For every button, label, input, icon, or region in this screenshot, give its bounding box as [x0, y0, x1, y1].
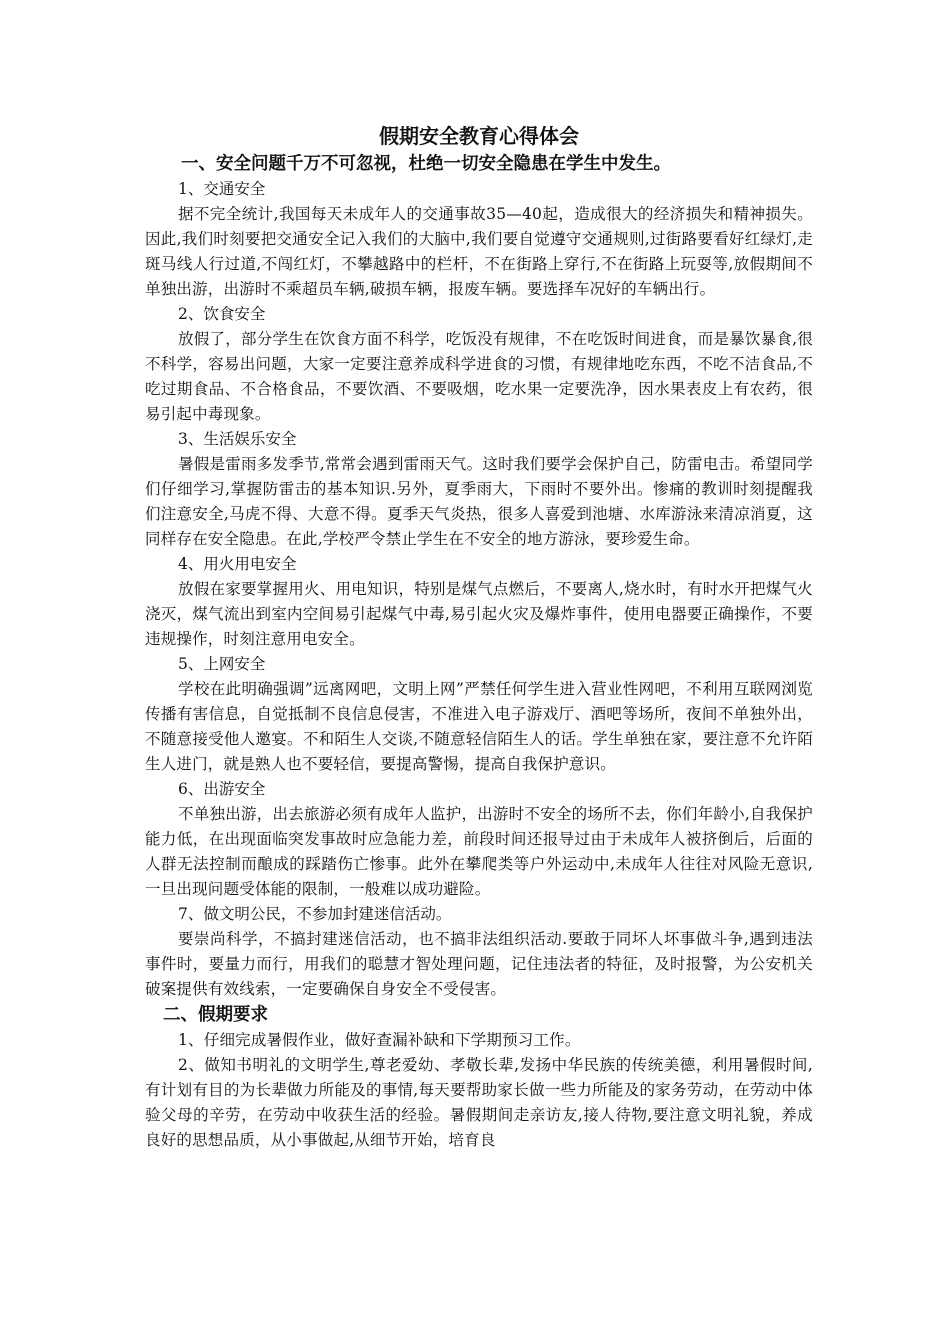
- item-6-text: 不单独出游，出去旅游必须有成年人监护，出游时不安全的场所不去，你们年龄小,自我保护能力低，在出现面临突发事故时应急能力差，前段时间还报导过由于未成年人被挤倒后，后面的人群无法控制而酿成的踩踏伤亡惨事。此外在攀爬类等户外运动中,未成年人往往对风险无意识,一旦出现问题受体能的限制，一般难以成功避险。: [145, 805, 813, 898]
- item-6-heading: 6、出游安全: [178, 780, 266, 798]
- item-2-heading: 2、饮食安全: [178, 305, 266, 323]
- item-3-text: 暑假是雷雨多发季节,常常会遇到雷雨天气。这时我们要学会保护自己，防雷电击。希望同学们仔细学习,掌握防雷击的基本知识.另外，夏季雨大，下雨时不要外出。惨痛的教训时刻提醒我们注意安全,马虎不得、大意不得。夏季天气炎热，很多人喜爱到池塘、水库游泳来清凉消夏，这同样存在安全隐患。在此,学校严令禁止学生在不安全的地方游泳，要珍爱生命。: [145, 455, 813, 548]
- item-7-text: 要崇尚科学，不搞封建迷信活动，也不搞非法组织活动.要敢于同坏人坏事做斗争,遇到违法事件时，要量力而行，用我们的聪慧才智处理问题，记住违法者的特征，及时报警，为公安机关破案提供有效线索，一定要确保自身安全不受侵害。: [145, 930, 813, 998]
- section-1-title: 一、安全问题千万不可忽视，杜绝一切安全隐患在学生中发生。: [181, 154, 671, 174]
- document-title: 假期安全教育心得体会: [379, 124, 579, 148]
- item-7-heading: 7、做文明公民，不参加封建迷信活动。: [178, 905, 452, 923]
- item-4-text: 放假在家要掌握用火、用电知识，特别是煤气点燃后，不要离人,烧水时，有时水开把煤气火浇灭，煤气流出到室内空间易引起煤气中毒,易引起火灾及爆炸事件，使用电器要正确操作，不要违规操作，时刻注意用电安全。: [145, 580, 813, 648]
- item-1-text: 据不完全统计,我国每天未成年人的交通事故35—40起，造成很大的经济损失和精神损失。因此,我们时刻要把交通安全记入我们的大脑中,我们要自觉遵守交通规则,过街路要看好红绿灯,走斑马线人行过道,不闯红灯，不攀越路中的栏杆，不在街路上穿行,不在街路上玩耍等,放假期间不单独出游，出游时不乘超员车辆,破损车辆，报废车辆。要选择车况好的车辆出行。: [145, 205, 813, 298]
- item-1-heading: 1、交通安全: [178, 180, 266, 198]
- item-4-heading: 4、用火用电安全: [178, 555, 297, 573]
- item-5-text: 学校在此明确强调”远离网吧，文明上网”严禁任何学生进入营业性网吧，不利用互联网浏览传播有害信息，自觉抵制不良信息侵害，不准进入电子游戏厅、酒吧等场所，夜间不单独外出，不随意接受他人邀宴。不和陌生人交谈,不随意轻信陌生人的话。学生单独在家，要注意不允许陌生人进门，就是熟人也不要轻信，要提高警惕，提高自我保护意识。: [145, 680, 813, 773]
- requirement-2-text: 2、做知书明礼的文明学生,尊老爱幼、孝敬长辈,发扬中华民族的传统美德，利用暑假时间,有计划有目的为长辈做力所能及的事情,每天要帮助家长做一些力所能及的家务劳动，在劳动中体验父母的辛劳，在劳动中收获生活的经验。暑假期间走亲访友,接人待物,要注意文明礼貌，养成良好的思想品质，从小事做起,从细节开始，培育良: [145, 1056, 813, 1149]
- requirement-1-text: 1、仔细完成暑假作业，做好查漏补缺和下学期预习工作。: [178, 1031, 581, 1049]
- item-3-heading: 3、生活娱乐安全: [178, 430, 297, 448]
- item-2-text: 放假了，部分学生在饮食方面不科学，吃饭没有规律，不在吃饭时间进食，而是暴饮暴食,很不科学，容易出问题，大家一定要注意养成科学进食的习惯，有规律地吃东西，不吃不洁食品,不吃过期食品、不合格食品，不要饮酒、不要吸烟，吃水果一定要洗净，因水果表皮上有农药，很易引起中毒现象。: [145, 330, 813, 423]
- item-5-heading: 5、上网安全: [178, 655, 266, 673]
- document-page: [145, 121, 813, 1153]
- section-2-title: 二、假期要求: [163, 1005, 268, 1025]
